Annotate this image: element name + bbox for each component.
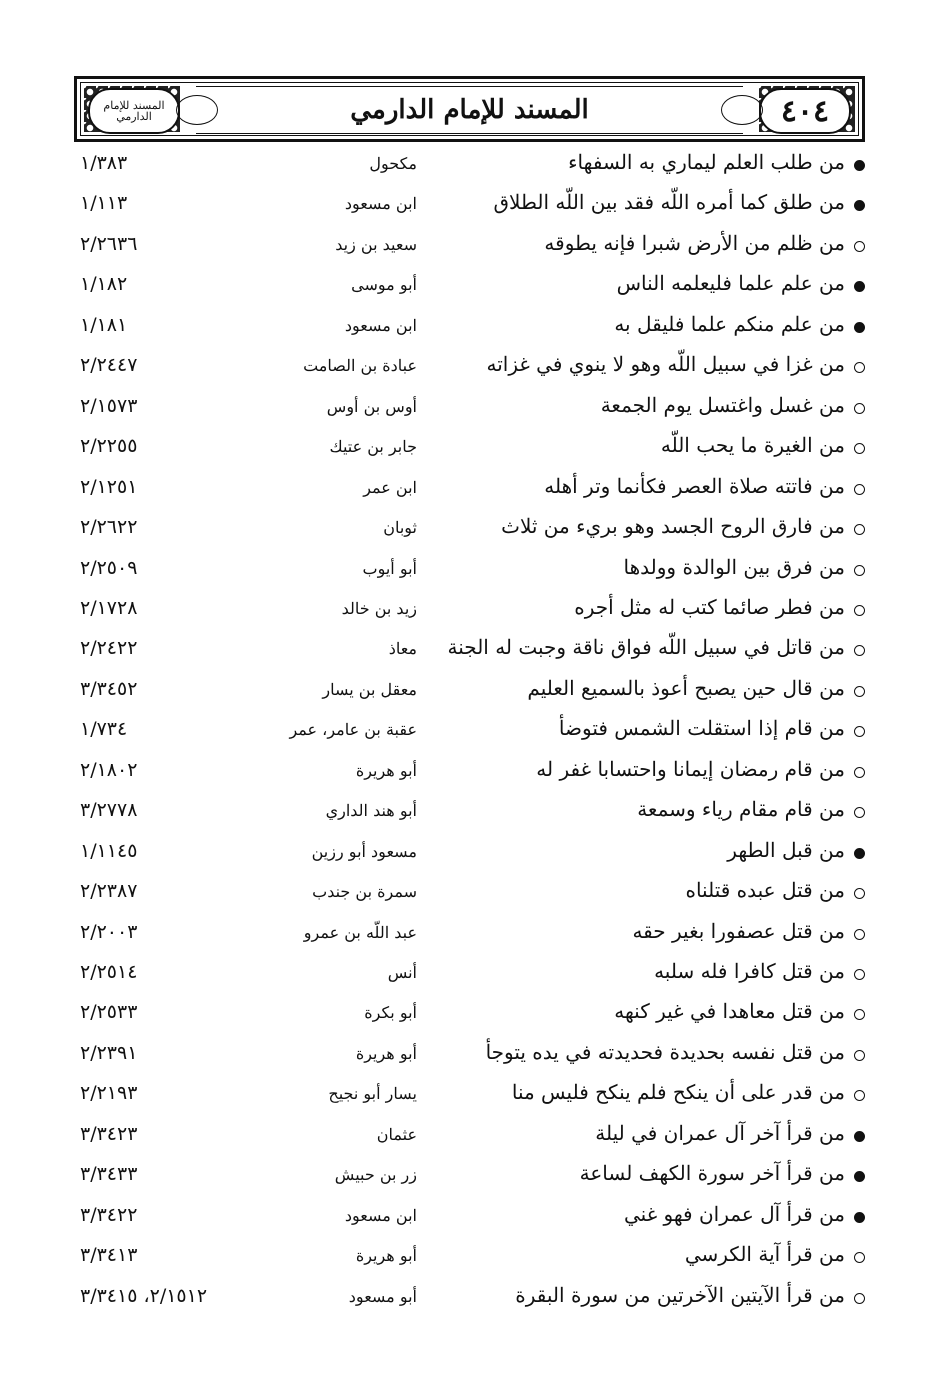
reference-number: ٣/٣٤٥٢ — [80, 677, 138, 700]
bullet-icon — [854, 241, 865, 252]
index-row — [0, 389, 937, 429]
reference-number: ٢/٢٦٣٦ — [80, 232, 138, 255]
narrator-name: أنس — [387, 963, 417, 982]
bullet-icon — [854, 1131, 865, 1142]
reference-number: ٢/١٥٧٣ — [80, 394, 138, 417]
bullet-icon — [854, 807, 865, 818]
index-row — [0, 753, 937, 793]
hadith-text: من غسل واغتسل يوم الجمعة — [600, 392, 845, 417]
hadith-text: من فطر صائما كتب له مثل أجره — [574, 594, 845, 619]
reference-number: ١/١٨٢ — [80, 273, 128, 296]
reference-number: ٢/٢٤٤٧ — [80, 354, 138, 377]
index-row — [0, 672, 937, 712]
index-row — [0, 591, 937, 631]
page-title: المسند للإمام الدارمي — [350, 95, 589, 125]
hadith-text: من قرأ آخر سورة الكهف لساعة — [579, 1161, 845, 1186]
hadith-text: من غزا في سبيل اللّه وهو لا ينوي في غزاته — [486, 352, 845, 377]
narrator-name: ثوبان — [383, 518, 417, 538]
bullet-icon — [854, 1252, 865, 1263]
index-row — [0, 429, 937, 469]
reference-number: ١/٣٨٣ — [80, 152, 128, 174]
reference-number: ٢/١٥١٢، ٣/٣٤١٥ — [80, 1284, 208, 1307]
hadith-text: من طلب العلم ليماري به السفهاء — [568, 150, 845, 174]
hadith-text: من قتل نفسه بحديدة فحديدته في يده يتوجأ — [485, 1039, 845, 1064]
reference-number: ٢/٢١٩٣ — [80, 1082, 138, 1105]
seal-text: المسند للإمام الدارمي — [103, 99, 165, 123]
narrator-name: أبو هريرة — [355, 760, 417, 780]
bullet-icon — [854, 322, 865, 333]
narrator-name: سعيد بن زيد — [335, 234, 417, 254]
narrator-name: جابر بن عتيك — [329, 437, 417, 457]
bullet-icon — [854, 888, 865, 899]
index-row — [0, 1076, 937, 1116]
narrator-name: مكحول — [369, 154, 417, 173]
index-row — [0, 995, 937, 1035]
reference-number: ٢/٢٤٢٢ — [80, 637, 138, 660]
hadith-text: من قرأ آخر آل عمران في ليلة — [595, 1120, 845, 1145]
narrator-name: أوس بن أوس — [326, 396, 417, 416]
narrator-name: سمرة بن جندب — [312, 882, 417, 902]
index-row — [0, 348, 937, 388]
narrator-name: زيد بن خالد — [341, 598, 417, 618]
index-row — [0, 1198, 937, 1238]
narrator-name: أبو هريرة — [355, 1246, 417, 1266]
reference-number: ٣/٣٤١٣ — [80, 1244, 138, 1267]
reference-number: ٢/٢٣٩١ — [80, 1041, 138, 1064]
narrator-name: أبو بكرة — [364, 1003, 417, 1023]
narrator-name: عبد اللّه بن عمرو — [303, 922, 417, 942]
hadith-text: من قتل معاهدا في غير كنهه — [614, 999, 845, 1024]
reference-number: ٢/١٨٠٢ — [80, 758, 138, 781]
bullet-icon — [854, 160, 865, 171]
hadith-text: من قرأ آل عمران فهو غني — [623, 1201, 845, 1226]
reference-number: ٢/٢٥١٤ — [80, 961, 138, 983]
reference-number: ٣/٣٤٢٢ — [80, 1203, 138, 1226]
hadith-text: من قتل كافرا فله سلبه — [654, 959, 845, 983]
hadith-text: من قام إذا استقلت الشمس فتوضأ — [558, 716, 845, 741]
hadith-text: من طلق كما أمره اللّه فقد بين اللّه الطلاق — [493, 190, 845, 215]
index-row — [0, 1157, 937, 1197]
narrator-name: مسعود أبو رزين — [311, 841, 417, 861]
hadith-text: من قتل عبده قتلناه — [685, 878, 845, 903]
bullet-icon — [854, 281, 865, 292]
narrator-name: أبو موسى — [351, 275, 417, 295]
narrator-name: ابن مسعود — [344, 1205, 417, 1225]
narrator-name: يسار أبو نجيح — [328, 1084, 417, 1104]
index-row — [0, 267, 937, 307]
narrator-name: أبو هند الداري — [325, 801, 417, 821]
narrator-name: معاذ — [388, 639, 417, 659]
reference-number: ٣/٣٤٢٣ — [80, 1122, 138, 1145]
hadith-text: من قرأ آية الكرسي — [684, 1242, 845, 1267]
title-band — [196, 86, 743, 134]
narrator-name: أبو مسعود — [348, 1286, 417, 1306]
bullet-icon — [854, 443, 865, 454]
bullet-icon — [854, 767, 865, 778]
book-seal — [88, 88, 180, 134]
bullet-icon — [854, 1050, 865, 1061]
reference-number: ٢/٢٥٠٩ — [80, 556, 138, 579]
narrator-name: عثمان — [376, 1124, 417, 1144]
narrator-name: عبادة بن الصامت — [303, 356, 417, 376]
index-row — [0, 146, 937, 186]
reference-number: ٢/١٢٥١ — [80, 475, 138, 498]
bullet-icon — [854, 969, 865, 980]
narrator-name: معقل بن يسار — [322, 679, 417, 699]
narrator-name: أبو أيوب — [362, 558, 417, 578]
hadith-text: من علم علما فليعلمه الناس — [616, 271, 845, 296]
reference-number: ٢/٢٦٢٢ — [80, 516, 138, 539]
hadith-text: من الغيرة ما يحب اللّه — [660, 433, 845, 458]
page-number: ٤٠٤ — [780, 93, 830, 129]
reference-number: ١/١١٣ — [80, 192, 128, 215]
bullet-icon — [854, 848, 865, 859]
bullet-icon — [854, 484, 865, 495]
reference-number: ٢/١٧٢٨ — [80, 596, 138, 619]
index-row — [0, 1279, 937, 1319]
index-row — [0, 186, 937, 226]
bullet-icon — [854, 200, 865, 211]
index-row — [0, 1238, 937, 1278]
reference-number: ١/٧٣٤ — [80, 718, 128, 741]
bullet-icon — [854, 1212, 865, 1223]
narrator-name: أبو هريرة — [355, 1043, 417, 1063]
bullet-icon — [854, 1171, 865, 1182]
hadith-text: من فرق بين الوالدة وولدها — [623, 554, 845, 579]
index-row — [0, 227, 937, 267]
bullet-icon — [854, 565, 865, 576]
bullet-icon — [854, 645, 865, 656]
index-row — [0, 308, 937, 348]
bullet-icon — [854, 929, 865, 940]
reference-number: ٢/٢٣٨٧ — [80, 880, 138, 903]
reference-number: ٣/٣٤٣٣ — [80, 1163, 138, 1186]
hadith-text: من قال حين يصبح أعوذ بالسميع العليم — [527, 675, 845, 700]
bullet-icon — [854, 1293, 865, 1304]
index-row — [0, 551, 937, 591]
narrator-name: عقبة بن عامر، عمر — [289, 720, 417, 740]
index-row — [0, 834, 937, 874]
index-row — [0, 510, 937, 550]
narrator-name: زر بن حبيش — [334, 1165, 417, 1185]
index-row — [0, 712, 937, 752]
page-header — [74, 76, 865, 142]
bullet-icon — [854, 686, 865, 697]
index-row — [0, 631, 937, 671]
page-number-cartouche — [759, 88, 851, 134]
hadith-text: من قام رمضان إيمانا واحتسابا غفر له — [536, 756, 845, 781]
hadith-text: من قبل الطهر — [727, 837, 845, 862]
bullet-icon — [854, 605, 865, 616]
reference-number: ٢/٢٠٠٣ — [80, 920, 138, 943]
reference-number: ٣/٢٧٧٨ — [80, 799, 138, 822]
hadith-text: من فارق الروح الجسد وهو بريء من ثلاث — [501, 514, 845, 539]
hadith-text: من ظلم من الأرض شبرا فإنه يطوقه — [544, 230, 845, 255]
index-row — [0, 1117, 937, 1157]
reference-number: ٢/٢٢٥٥ — [80, 435, 138, 458]
hadith-text: من قاتل في سبيل اللّه فواق ناقة وجبت له الجنة — [447, 635, 845, 660]
narrator-name: ابن عمر — [363, 477, 417, 497]
index-row — [0, 955, 937, 995]
reference-number: ١/١١٤٥ — [80, 839, 138, 862]
bullet-icon — [854, 524, 865, 535]
narrator-name: ابن مسعود — [344, 315, 417, 335]
index-row — [0, 1036, 937, 1076]
hadith-text: من قتل عصفورا بغير حقه — [632, 918, 845, 943]
bullet-icon — [854, 726, 865, 737]
reference-number: ٢/٢٥٣٣ — [80, 1001, 138, 1024]
index-row — [0, 470, 937, 510]
hadith-text: من علم منكم علما فليقل به — [614, 311, 845, 336]
narrator-name: ابن مسعود — [344, 194, 417, 214]
bullet-icon — [854, 362, 865, 373]
index-row — [0, 874, 937, 914]
bullet-icon — [854, 1090, 865, 1101]
index-row — [0, 915, 937, 955]
index-row — [0, 793, 937, 833]
hadith-text: من قام مقام رياء وسمعة — [637, 797, 845, 822]
hadith-text: من فاتته صلاة العصر فكأنما وتر أهله — [544, 473, 845, 498]
hadith-text: من قرأ الآيتين الآخرتين من سورة البقرة — [515, 1282, 845, 1307]
hadith-text: من قدر على أن ينكح فلم ينكح فليس منا — [511, 1080, 845, 1105]
bullet-icon — [854, 403, 865, 414]
reference-number: ١/١٨١ — [80, 313, 128, 336]
bullet-icon — [854, 1009, 865, 1020]
